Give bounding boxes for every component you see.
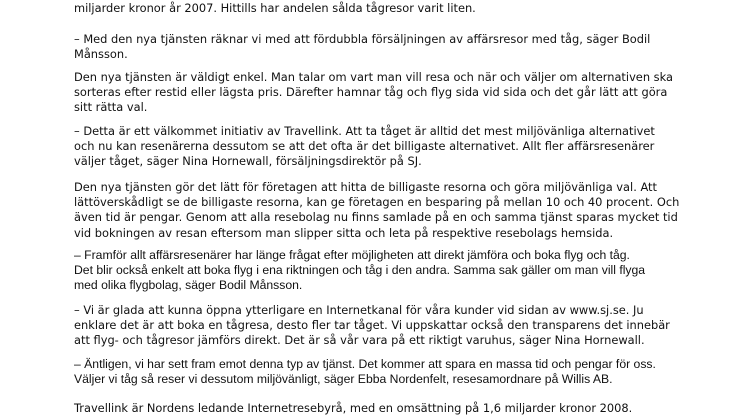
- text-line: Den nya tjänsten gör det lätt för företagen att hitta de billigaste resorna och göra miljövänliga val. Att: [74, 180, 657, 194]
- paragraph-quote-ebba: [74, 357, 656, 387]
- text-line: sitt rätta val.: [74, 100, 148, 115]
- text-line: lättöverskådligt se de billigaste resorna, kan ge företagen en besparing på mellan 10 och 40 procent. Och: [74, 195, 680, 210]
- paragraph-quote-nina-2: [74, 303, 670, 349]
- text-line: Väljer vi tåg så reser vi dessutom miljövänligt, säger Ebba Nordenfelt, resesamordnare på Willis AB.: [74, 372, 613, 387]
- text-line: med olika flygbolag, säger Bodil Månsson.: [74, 278, 303, 293]
- paragraph-quote-bodil-1: [74, 32, 650, 62]
- text-line: enklare det är att boka en tågresa, desto fler tar tåget. Vi uppskattar också den transparens det innebär: [74, 318, 670, 333]
- text-line: miljarder kronor år 2007. Hittills har andelen sålda tågresor varit liten.: [74, 1, 476, 15]
- paragraph-quote-nina-1: [74, 124, 655, 170]
- text-line: även tid är pengar. Genom att alla resebolag nu finns samlade på en och samma tjänst sparas mycket tid: [74, 210, 678, 225]
- text-line: att flyg- och tågresor jämförs direkt. Det är så vår vara på ett riktigt varuhus, säger Nina Hornewall.: [74, 333, 645, 348]
- text-line: – Vi är glada att kunna öppna ytterligare en Internetkanal för våra kunder vid sidan av www.sj.se. Ju: [74, 303, 644, 317]
- text-line: sorteras efter restid eller lägsta pris. Därefter hamnar tåg och flyg sida vid sida och det går lätt att göra: [74, 85, 668, 100]
- text-line: – Äntligen, vi har sett fram emot denna typ av tjänst. Det kommer att spara en massa tid och pengar för oss.: [74, 357, 656, 371]
- text-line: Den nya tjänsten är väldigt enkel. Man talar om vart man vill resa och när och väljer om alternativen ska: [74, 70, 673, 84]
- paragraph-sales-intro: [74, 1, 476, 16]
- text-line: vid bokningen av resan eftersom man slipper sitta och leta på respektive resebolags hemsida.: [74, 225, 614, 240]
- text-line: – Med den nya tjänsten räknar vi med att fördubbla försäljningen av affärsresor med tåg, säger Bodil: [74, 32, 651, 46]
- text-line: Det blir också enkelt att boka flyg i ena riktningen och tåg i den andra. Samma sak gäller om man vill flyga: [74, 263, 646, 278]
- paragraph-service-description: [74, 70, 673, 116]
- text-line: och nu kan resenärerna dessutom se att det ofta är det billigaste alternativet. Allt fler affärsresenärer: [74, 139, 655, 154]
- paragraph-company-benefits: [74, 180, 679, 241]
- text-line: – Detta är ett välkommet initiativ av Travellink. Att ta tåget är alltid det mest miljövänliga alternativet: [74, 124, 655, 138]
- text-line: Travellink är Nordens ledande Internetresebyrå, med en omsättning på 1,6 miljarder kronor 2008.: [74, 401, 633, 415]
- paragraph-quote-bodil-2: [74, 248, 645, 294]
- text-line: – Framför allt affärsresenärer har länge frågat efter möjligheten att direkt jämföra och boka flyg och tåg.: [74, 248, 630, 262]
- paragraph-travellink-about: [74, 401, 632, 416]
- text-line: Månsson.: [74, 47, 128, 62]
- text-line: väljer tåget, säger Nina Hornewall, försäljningsdirektör på SJ.: [74, 154, 422, 169]
